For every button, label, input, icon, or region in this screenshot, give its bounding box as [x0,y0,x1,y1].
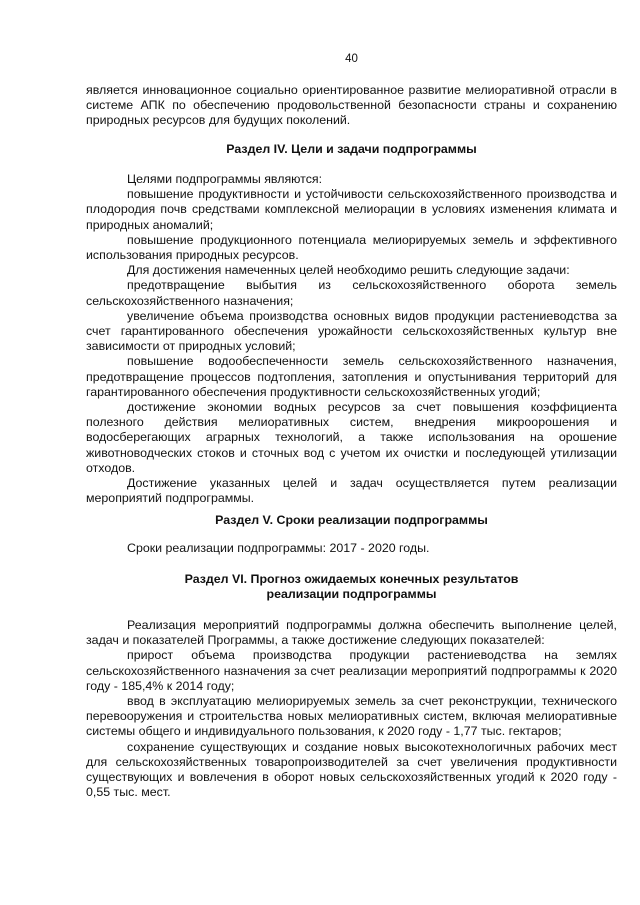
section-4-paragraph: Целями подпрограммы являются: [127,172,323,186]
section-6-paragraph: прирост объема производства продукции растениеводства на землях сельскохозяйственного назначения за счет реализации мероприятий подпрограммы к 2020 году - 185,4% к 2014 году; [86,648,617,693]
section-4-body [86,172,617,506]
section-4-paragraph: достижение экономии водных ресурсов за счет повышения коэффициента полезного действия мелиоративных систем, внедрения микроорошения и водосберегающих аграрных технологий, а также использования на орошение животноводческих стоков и сточных вод с учетом их очистки и последующей утилизации отходов. [86,400,617,475]
section-6-paragraph: ввод в эксплуатацию мелиорируемых земель за счет реконструкции, технического перевооружения и строительства новых мелиоративных систем, включая мелиоративные системы общего и индивидуального пользования, к 2020 году - 1,77 тыс. гектаров; [86,694,617,739]
section-5-body [86,541,617,556]
section-6-paragraph: сохранение существующих и создание новых высокотехнологичных рабочих мест для сельскохозяйственных товаропроизводителей за счет увеличения продуктивности существующих и вовлечения в оборот новых сельскохозяйственных угодий к 2020 году - 0,55 тыс. мест. [86,739,617,800]
page-number: 40 [345,53,358,65]
section-4-paragraph: увеличение объема производства основных видов продукции растениеводства за счет гарантированного обеспечения урожайности сельскохозяйственных культур вне зависимости от природных условий; [86,308,617,354]
section-4-paragraph: предотвращение выбытия из сельскохозяйственного оборота земель сельскохозяйственного назначения; [86,278,617,308]
section-5 [86,513,617,528]
section-4-paragraph: повышение продукционного потенциала мелиорируемых земель и эффективного использования природных ресурсов. [86,232,617,263]
section-4 [86,142,617,157]
section-4-paragraph: повышение продуктивности и устойчивости сельскохозяйственного производства и плодородия почв средствами комплексной мелиорации в условиях изменения климата и природных аномалий; [86,187,617,232]
section-5-paragraph: Сроки реализации подпрограммы: 2017 - 2020 годы. [127,541,430,555]
section-6-heading-line-1: Раздел VI. Прогноз ожидаемых конечных результатов [184,572,519,586]
intro-paragraph: является инновационное социально ориентированное развитие мелиоративной отрасли в системе АПК по обеспечению продовольственной безопасности страны и сохранению природных ресурсов для будущих поколений. [86,83,617,128]
section-4-paragraph: Для достижения намеченных целей необходимо решить следующие задачи: [127,263,570,278]
section-4-heading: Раздел IV. Цели и задачи подпрограммы [226,142,477,156]
section-6 [86,572,617,602]
section-4-paragraph: повышение водообеспеченности земель сельскохозяйственного назначения, предотвращение процессов подтопления, затопления и опустынивания территорий для гарантированного обеспечения продуктивности сельскохозяйственных угодий; [86,354,617,399]
intro-block [86,83,617,129]
section-4-paragraph: Достижение указанных целей и задач осуществляется путем реализации мероприятий подпрограммы. [86,476,617,506]
section-6-paragraph: Реализация мероприятий подпрограммы должна обеспечить выполнение целей, задач и показателей Программы, а также достижение следующих показателей: [86,618,617,648]
section-6-heading-line-2: реализации подпрограммы [266,587,437,602]
section-6-body [86,618,617,800]
section-5-heading: Раздел V. Сроки реализации подпрограммы [215,513,488,527]
